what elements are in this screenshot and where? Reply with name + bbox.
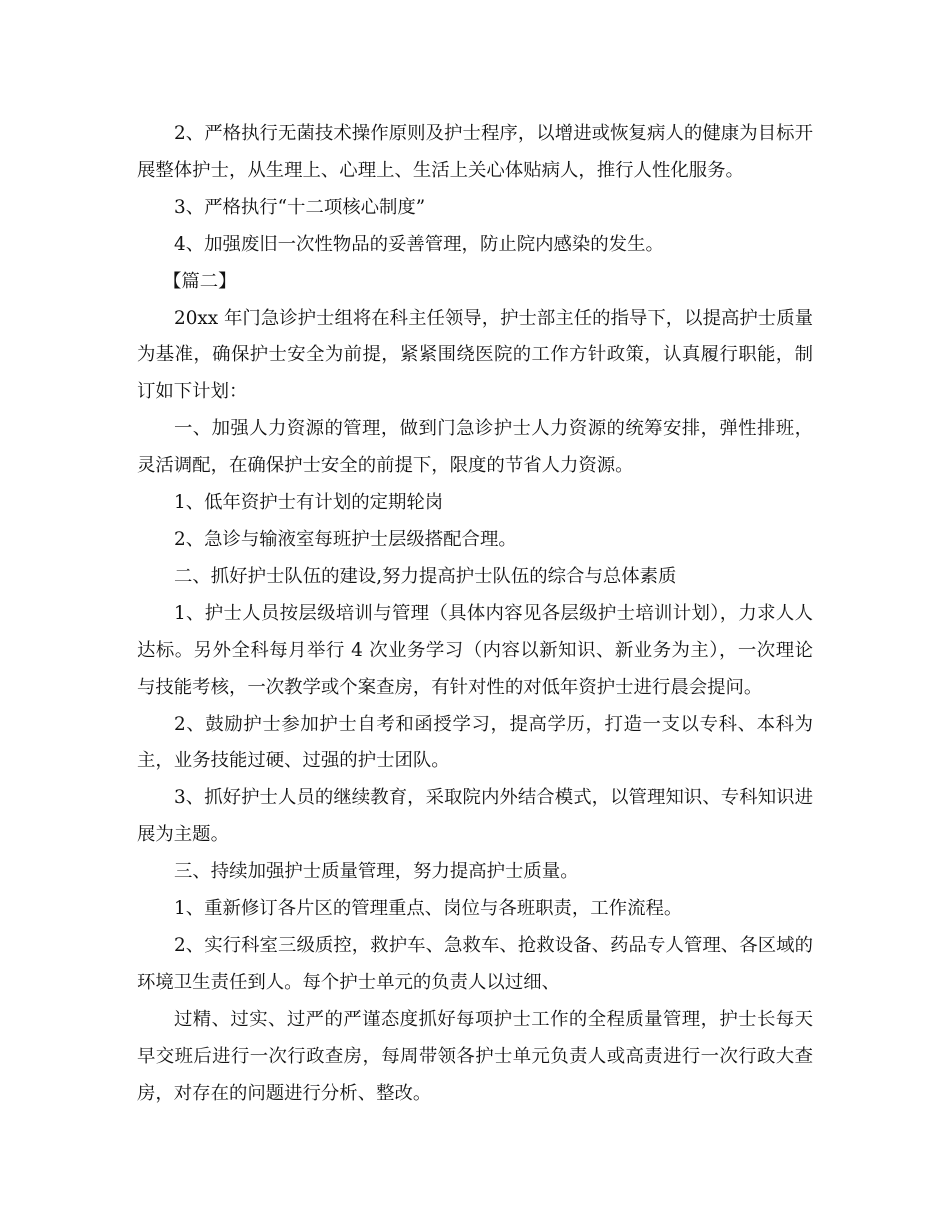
paragraph-13: 三、持续加强护士质量管理，努力提高护士质量。 — [174, 861, 579, 883]
paragraph-10: 1、护士人员按层级培训与管理（具体内容见各层级护士培训计划），力求人人达标。另外全科每月举行 4 次业务学习（内容以新知识、新业务为主），一次理论与技能考核，一次教学或个案查房，有针对性的对低年资护士进行晨会提问。 — [137, 602, 813, 698]
section-heading: 【篇二】 — [163, 270, 237, 292]
paragraph-11: 2、鼓励护士参加护士自考和函授学习，提高学历，打造一支以专科、本科为主，业务技能过硬、过强的护士团队。 — [137, 713, 813, 772]
paragraph-9: 二、抓好护士队伍的建设,努力提高护士队伍的综合与总体素质 — [174, 565, 677, 587]
paragraph-14: 1、重新修订各片区的管理重点、岗位与各班职责，工作流程。 — [174, 898, 683, 920]
paragraph-5: 20xx 年门急诊护士组将在科主任领导，护士部主任的指导下，以提高护士质量为基准，确保护士安全为前提，紧紧围绕医院的工作方针政策，认真履行职能，制订如下计划： — [137, 307, 813, 403]
paragraph-3: 4、加强废旧一次性物品的妥善管理，防止院内感染的发生。 — [174, 233, 664, 255]
document-body — [137, 116, 813, 1112]
paragraph-1: 2、严格执行无菌技术操作原则及护士程序，以增进或恢复病人的健康为目标开展整体护士，从生理上、心理上、生活上关心体贴病人，推行人性化服务。 — [137, 123, 813, 181]
paragraph-7: 1、低年资护士有计划的定期轮岗 — [174, 492, 444, 514]
paragraph-6: 一、加强人力资源的管理，做到门急诊护士人力资源的统筹安排，弹性排班，灵活调配，在确保护士安全的前提下，限度的节省人力资源。 — [137, 418, 813, 477]
paragraph-2: 3、严格执行“十二项核心制度” — [174, 196, 426, 218]
paragraph-8: 2、急诊与输液室每班护士层级搭配合理。 — [174, 528, 517, 550]
paragraph-16: 过精、过实、过严的严谨态度抓好每项护士工作的全程质量管理，护士长每天早交班后进行一次行政查房，每周带领各护士单元负责人或高责进行一次行政大查房，对存在的问题进行分析、整改。 — [137, 1008, 813, 1104]
paragraph-15: 2、实行科室三级质控，救护车、急救车、抢救设备、药品专人管理、各区域的环境卫生责任到人。每个护士单元的负责人以过细、 — [137, 934, 813, 993]
paragraph-12: 3、抓好护士人员的继续教育，采取院内外结合模式，以管理知识、专科知识进展为主题。 — [137, 787, 813, 846]
